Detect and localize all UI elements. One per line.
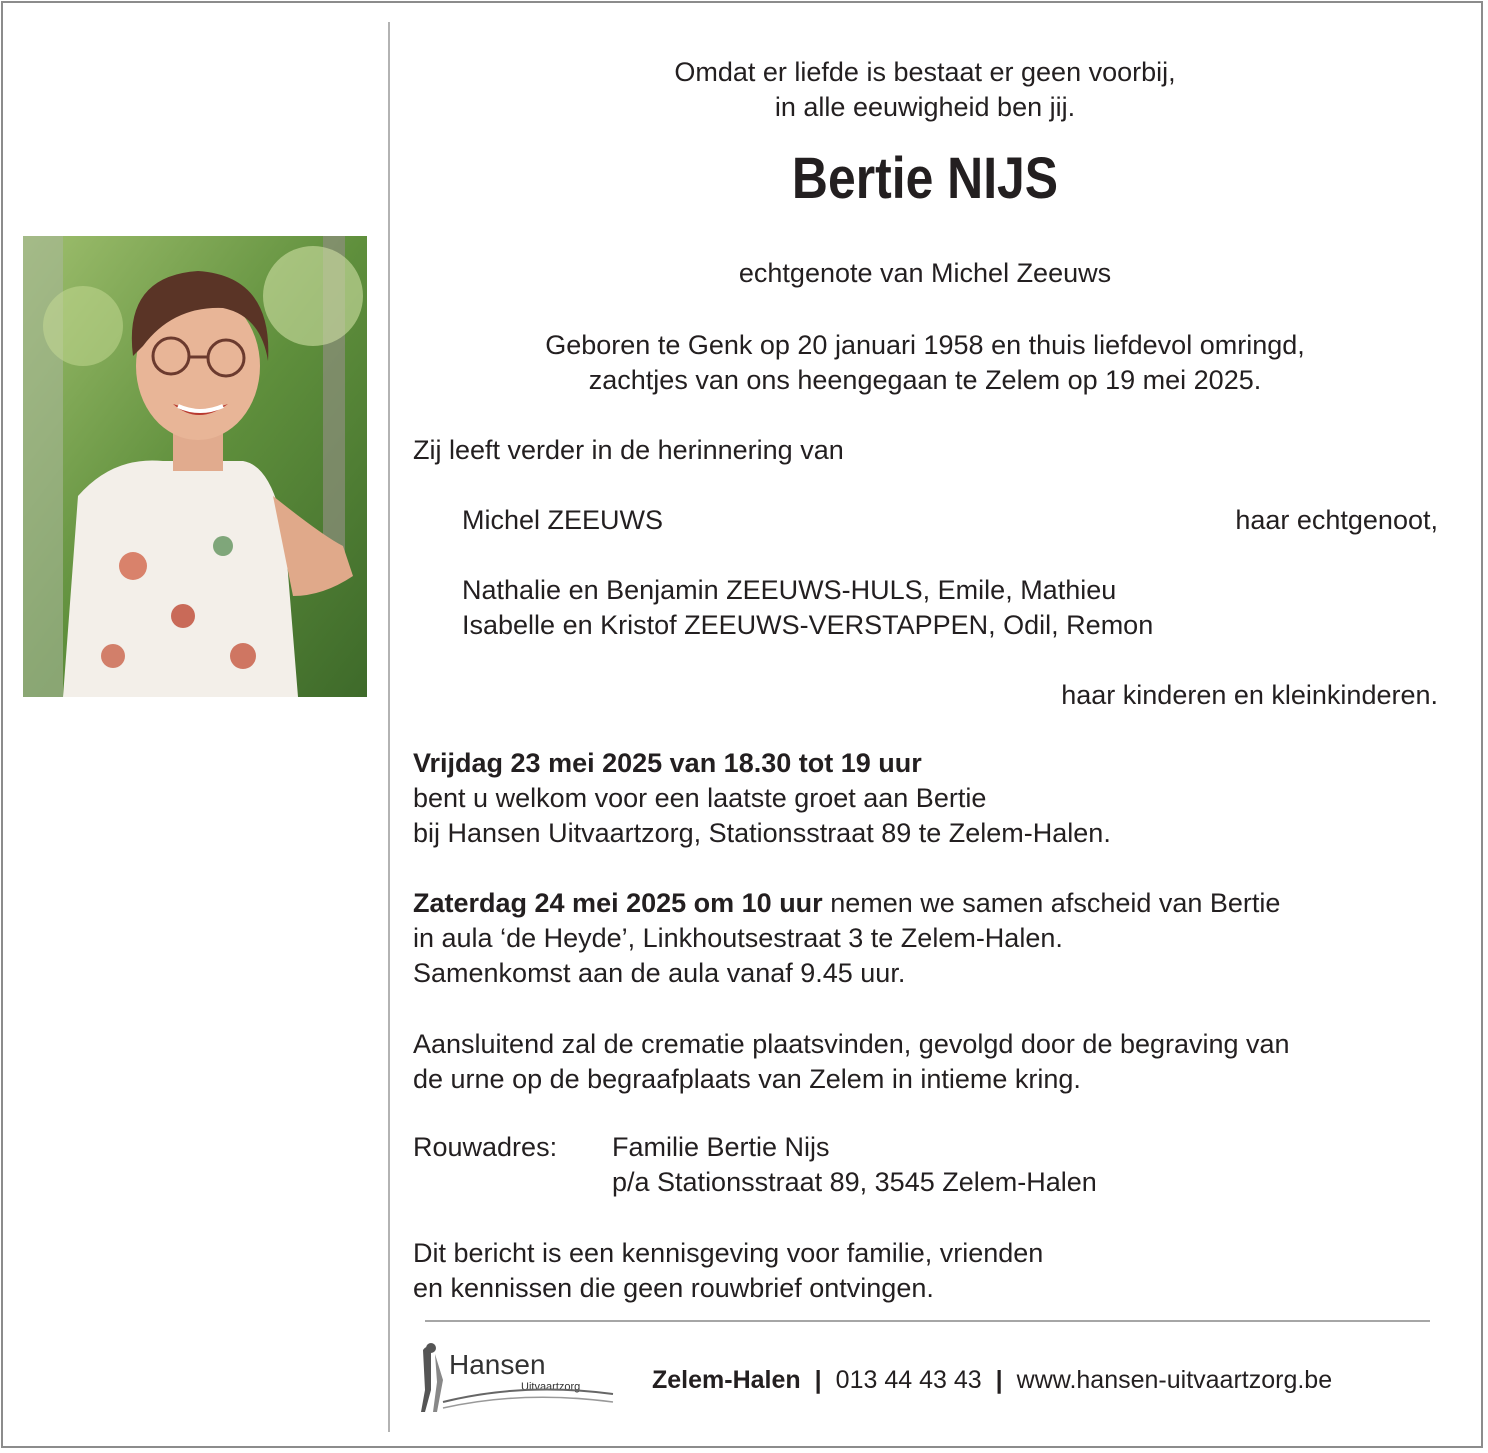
spouse-name: Michel ZEEUWS [462, 505, 664, 535]
visitation-line-1: bent u welkom voor een laatste groet aan Bertie [413, 783, 987, 813]
visitation-heading [413, 746, 922, 781]
footer-separator: | [995, 1366, 1003, 1394]
cremation-line-1: Aansluitend zal de crematie plaatsvinden, gevolgd door de begraving van [413, 1029, 1290, 1059]
portrait-photo [23, 236, 367, 697]
figure-icon [421, 1347, 431, 1412]
column-divider [388, 22, 390, 1432]
footer-separator: | [814, 1366, 822, 1394]
motto-line-2: in alle eeuwigheid ben jij. [774, 92, 1076, 122]
logo-sub: Uitvaartzorg [521, 1381, 581, 1393]
family-intro: Zij leeft verder in de herinnering van [413, 435, 844, 465]
cremation-line-2: de urne op de begraafplaats van Zelem in intieme kring. [413, 1064, 1081, 1094]
hansen-logo [413, 1340, 623, 1420]
footer-website[interactable]: www.hansen-uitvaartzorg.be [1016, 1366, 1333, 1394]
child-line-2: Isabelle en Kristof ZEEUWS-VERSTAPPEN, Odil, Remon [462, 610, 1154, 640]
child-line-1: Nathalie en Benjamin ZEEUWS-HULS, Emile, Mathieu [462, 575, 1117, 605]
footer-location: Zelem-Halen [652, 1366, 801, 1394]
address-line-1: Familie Bertie Nijs [612, 1132, 830, 1162]
spouse-role: haar echtgenoot, [1235, 505, 1438, 535]
deceased-name: Bertie NIJS [791, 146, 1059, 211]
motto-line-1: Omdat er liefde is bestaat er geen voorbij, [674, 57, 1176, 87]
children-role: haar kinderen en kleinkinderen. [1061, 680, 1438, 710]
farewell-line-1 [413, 886, 1280, 921]
farewell-line-2: in aula ‘de Heyde’, Linkhoutsestraat 3 te Zelem-Halen. [413, 923, 1063, 953]
farewell-heading: Zaterdag 24 mei 2025 om 10 uur [413, 888, 823, 918]
address-label: Rouwadres: [413, 1132, 558, 1162]
birth-line-2: zachtjes van ons heengegaan te Zelem op 19 mei 2025. [588, 365, 1262, 395]
footer-contact [652, 1364, 1332, 1396]
logo-name: Hansen [449, 1349, 546, 1380]
footer-phone: 013 44 43 43 [835, 1366, 982, 1394]
spouse-line: echtgenote van Michel Zeeuws [738, 258, 1112, 288]
visitation-heading-text: Vrijdag 23 mei 2025 van 18.30 tot 19 uur [413, 748, 922, 778]
notice-line-1: Dit bericht is een kennisgeving voor familie, vrienden [413, 1238, 1044, 1268]
farewell-line-3: Samenkomst aan de aula vanaf 9.45 uur. [413, 958, 906, 988]
page-border [1, 1, 1483, 1448]
notice-line-2: en kennissen die geen rouwbrief ontvingen. [413, 1273, 934, 1303]
farewell-line-1-rest: nemen we samen afscheid van Bertie [822, 888, 1281, 918]
address-line-2: p/a Stationsstraat 89, 3545 Zelem-Halen [612, 1167, 1097, 1197]
visitation-line-2: bij Hansen Uitvaartzorg, Stationsstraat 89 te Zelem-Halen. [413, 818, 1111, 848]
footer-rule [425, 1320, 1430, 1322]
birth-line-1: Geboren te Genk op 20 januari 1958 en thuis liefdevol omringd, [545, 330, 1305, 360]
